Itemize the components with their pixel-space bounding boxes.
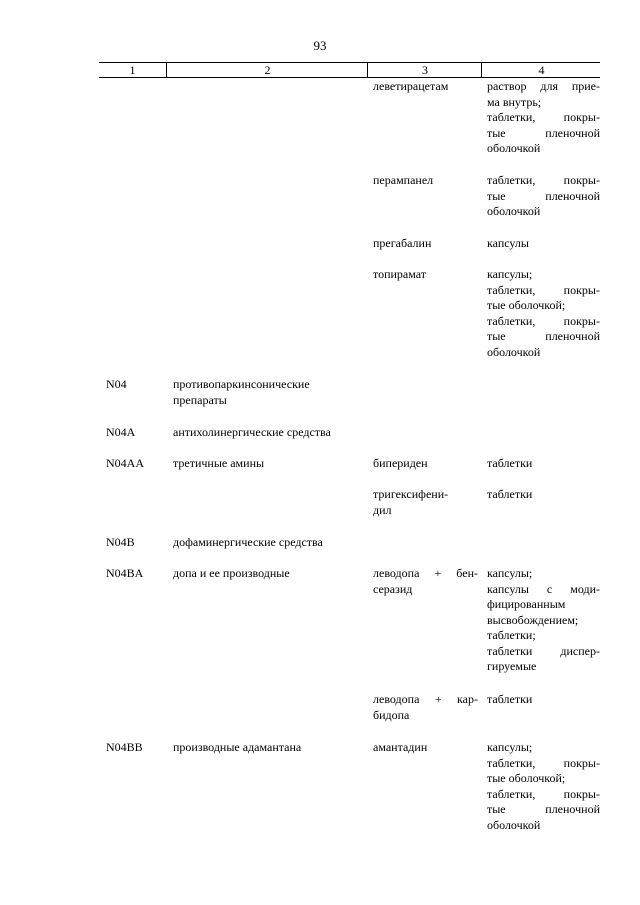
atc-group-line: противопаркинсонические xyxy=(173,377,310,391)
dosage-form-line: раствор для прие- xyxy=(487,79,600,93)
page-number: 93 xyxy=(313,38,327,53)
atc-group-line: третичные амины xyxy=(173,456,265,470)
dosage-form-line: фицированным xyxy=(487,597,566,611)
dosage-form-line: таблетки, покры- xyxy=(487,755,600,770)
dosage-form-line: таблетки, покры- xyxy=(487,173,600,187)
drug-name-cell xyxy=(373,267,478,283)
atc-code-cell: N04B xyxy=(106,535,135,549)
dosage-form-line: таблетки xyxy=(487,692,533,706)
drug-name-line: амантадин xyxy=(373,740,428,754)
dosage-form-line: таблетки xyxy=(487,487,533,501)
atc-group-cell xyxy=(173,740,363,756)
drug-name-cell xyxy=(373,236,478,252)
dosage-form-cell xyxy=(487,740,600,833)
dosage-form-line: гируемые xyxy=(487,659,537,673)
atc-code-cell: N04BB xyxy=(106,740,143,754)
dosage-form-line: таблетки xyxy=(487,456,533,470)
drug-name-cell xyxy=(373,740,478,756)
dosage-form-line: таблетки, покры- xyxy=(487,282,600,297)
drug-name-line: прегабалин xyxy=(373,236,432,250)
dosage-form-line: тые пленочной xyxy=(487,329,600,343)
header-col-1: 1 xyxy=(129,63,136,77)
header-col-2: 2 xyxy=(166,63,368,77)
dosage-form-line: оболочкой xyxy=(487,817,541,832)
drug-name-line: бипериден xyxy=(373,456,428,470)
drug-name-line: дил xyxy=(373,502,392,517)
drug-name-line: топирамат xyxy=(373,267,427,281)
dosage-form-cell xyxy=(487,236,600,252)
dosage-form-cell xyxy=(487,692,600,708)
dosage-form-line: таблетки; xyxy=(487,628,536,642)
dosage-form-line: высвобождением; xyxy=(487,612,579,627)
dosage-form-line: тые пленочной xyxy=(487,188,600,203)
drug-name-line: леводопа + кар- xyxy=(373,692,478,706)
drug-name-line: леветирацетам xyxy=(373,79,449,93)
drug-name-line: тригексифени- xyxy=(373,487,449,501)
drug-name-line: серазид xyxy=(373,581,413,596)
dosage-form-line: тые оболочкой; xyxy=(487,298,566,312)
dosage-form-line: капсулы с моди- xyxy=(487,581,600,596)
dosage-form-cell xyxy=(487,79,600,157)
drug-name-cell xyxy=(373,79,478,95)
atc-code-cell: N04AA xyxy=(106,456,144,470)
dosage-form-line: тые пленочной xyxy=(487,125,600,140)
dosage-form-line: тые оболочкой; xyxy=(487,771,566,785)
drug-name-cell xyxy=(373,456,478,472)
atc-group-line: производные адамантана xyxy=(173,740,302,754)
dosage-form-line: оболочкой xyxy=(487,204,541,218)
atc-group-cell xyxy=(173,566,363,582)
header-col-3: 3 xyxy=(367,63,482,77)
atc-group-line: допа и ее производные xyxy=(173,566,290,580)
dosage-form-cell xyxy=(487,267,600,360)
drug-name-cell xyxy=(373,173,478,189)
dosage-form-line: таблетки, покры- xyxy=(487,313,600,328)
atc-group-line: дофаминергические средства xyxy=(173,535,323,549)
dosage-form-line: оболочкой xyxy=(487,141,541,155)
table-header-row xyxy=(99,62,600,78)
dosage-form-cell xyxy=(487,173,600,220)
atc-group-line: препараты xyxy=(173,392,227,407)
dosage-form-cell xyxy=(487,456,600,472)
atc-code-cell: N04BA xyxy=(106,566,144,580)
dosage-form-line: капсулы xyxy=(487,236,529,250)
drug-name-line: перампанел xyxy=(373,173,434,187)
drug-name-cell xyxy=(373,566,478,597)
dosage-form-line: оболочкой xyxy=(487,344,541,359)
dosage-form-line: тые пленочной xyxy=(487,802,600,816)
dosage-form-line: таблетки диспер- xyxy=(487,643,600,658)
dosage-form-cell xyxy=(487,487,600,503)
dosage-form-line: капсулы; xyxy=(487,740,533,754)
atc-code-cell: N04 xyxy=(106,377,127,391)
dosage-form-cell xyxy=(487,566,600,675)
atc-code-cell: N04A xyxy=(106,425,136,439)
dosage-form-line: ма внутрь; xyxy=(487,94,542,109)
atc-group-line: антихолинергические средства xyxy=(173,425,331,439)
header-col-4: 4 xyxy=(481,63,601,77)
dosage-form-line: таблетки, покры- xyxy=(487,786,600,801)
atc-group-cell xyxy=(173,456,363,472)
atc-group-cell xyxy=(173,535,363,551)
drug-name-line: леводопа + бен- xyxy=(373,566,478,580)
dosage-form-line: капсулы; xyxy=(487,267,533,281)
drug-name-line: бидопа xyxy=(373,707,410,722)
atc-group-cell xyxy=(173,425,363,441)
drug-name-cell xyxy=(373,487,478,518)
drug-name-cell xyxy=(373,692,478,723)
dosage-form-line: капсулы; xyxy=(487,566,533,580)
dosage-form-line: таблетки, покры- xyxy=(487,110,600,124)
atc-group-cell xyxy=(173,377,363,408)
